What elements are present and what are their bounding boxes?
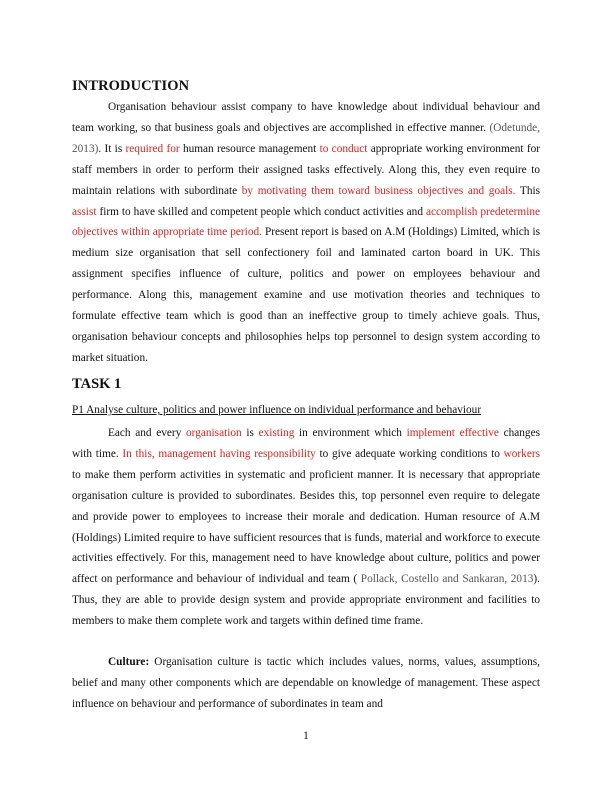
text-run: (Odetunde, 2013): [72, 121, 540, 155]
intro-paragraph: [72, 97, 540, 369]
text-run: firm to have skilled and competent people which conduct activities and: [96, 205, 426, 218]
page-number: 1: [303, 730, 309, 742]
text-run: Organisation behaviour assist company to have knowledge about individual behaviour and team working, so that business goals and objectives are accomplished in effective manner.: [72, 101, 540, 134]
text-run: human resource management: [179, 142, 320, 155]
text-run: Each and every: [108, 427, 187, 439]
text-run: to conduct: [319, 142, 368, 155]
text-run: Present report is based on A.M (Holdings) Limited, which is medium size organisation that sell confectionery foil and laminated carton board in UK. This assignment specifies influence of culture, politics and power on employees behaviour and performance. Along this, management examine and use motivation theories and techniques to formulate effective team which is good than an ineffective group to timely achieve goals. Thus, organisation behaviour concepts and philosophies helps top personnel to design system according to market situation.: [72, 226, 540, 364]
text-run: by motivating them toward business objectives and goals.: [241, 184, 516, 197]
text-run: required for: [125, 142, 180, 155]
heading-introduction: INTRODUCTION: [72, 78, 190, 94]
text-run: appropriate working environment for staff members in order to perform their assigned tasks effectively. Along this, they even require to maintain relations with subordinate: [72, 142, 541, 197]
culture-paragraph: [72, 652, 540, 715]
text-run: in environment which: [294, 427, 407, 439]
text-run: to make them perform activities in systematic and proficient manner. It is necessary that appropriate organisation culture is provided to subordinates. Besides this, top personnel even require to delegate and provide power to employees to increase their morale and dedication. Human resource of A.M (Holdings) Limited require to have sufficient resources that is funds, material and workforce to execute activities effectively. For this, management need to have knowledge about culture, politics and power affect on performance and behaviour of individual and team (: [72, 468, 540, 586]
text-run: to give adequate working conditions to: [315, 447, 504, 460]
text-run: workers: [503, 447, 540, 460]
culture-text: Organisation culture is tactic which includes values, norms, values, assumptions, belief and many other components which are dependable on knowledge of management. These aspect influence on behaviour and performance of subordinates in team and: [72, 656, 540, 710]
task-paragraph: [72, 423, 540, 632]
text-run: assist: [72, 205, 97, 218]
text-run: organisation: [186, 427, 242, 439]
text-run: implement effective: [406, 427, 499, 439]
culture-label: Culture:: [108, 656, 150, 668]
text-run: existing: [258, 427, 295, 439]
text-run: changes with time.: [72, 427, 540, 460]
heading-task-1: TASK 1: [72, 376, 122, 392]
text-run: ). Thus, they are able to provide design system and provide appropriate environment and facilities to members to make them complete work and targets within defined time frame.: [72, 573, 540, 628]
text-run: This: [515, 184, 540, 197]
task-subheading: P1 Analyse culture, politics and power influence on individual performance and behaviour: [72, 404, 482, 416]
text-run: . It is: [98, 142, 126, 155]
text-run: is: [241, 427, 259, 439]
text-run: accomplish predetermine objectives within appropriate time period.: [72, 205, 540, 239]
text-run: Pollack, Costello and Sankaran, 2013: [360, 573, 534, 586]
text-run: In this, management having responsibility: [122, 447, 316, 460]
